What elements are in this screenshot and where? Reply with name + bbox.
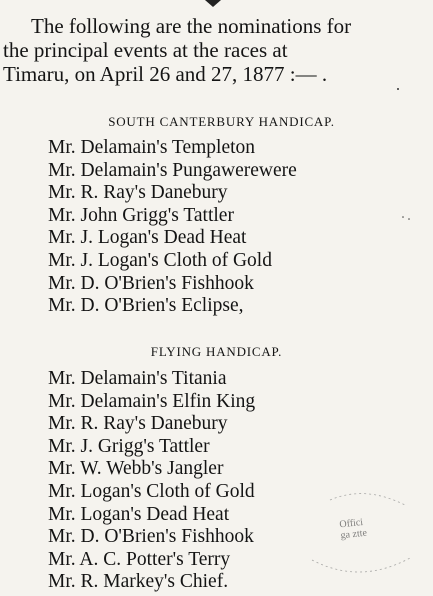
section-heading-flying-handicap: FLYING HANDICAP. [150, 344, 283, 359]
entry-item: Mr. Delamain's Elfin King [48, 390, 256, 412]
entry-item: Mr. R. Ray's Danebury [48, 182, 228, 204]
intro-line-3: Timaru, on April 26 and 27, 1877 :— . [3, 62, 328, 86]
south-canterbury-handicap-entries [48, 137, 297, 318]
entry-item: Mr. Delamain's Templeton [48, 137, 256, 158]
entry-item: Mr. W. Webb's Jangler [48, 458, 224, 480]
entry-item: Mr. R. Ray's Danebury [48, 413, 228, 435]
intro-line-2: the principal events at the races at [3, 38, 288, 62]
entry-item: Mr. Delamain's Pungawerewere [48, 159, 297, 181]
section-heading-south-canterbury-handicap: SOUTH CANTERBURY HANDICAP. [108, 114, 335, 129]
stamp-line-2: ga ztte [340, 527, 368, 542]
entry-item: Mr. D. O'Brien's Fishhook [48, 272, 254, 294]
entry-item: Mr. J. Logan's Cloth of Gold [48, 249, 272, 271]
entry-item: Mr. J. Grigg's Tattler [48, 435, 210, 457]
intro-paragraph [3, 14, 431, 86]
entry-item: Mr. A. C. Potter's Terry [48, 548, 231, 570]
entry-item: Mr. D. O'Brien's Fishhook [48, 526, 254, 548]
entry-item: Mr. John Grigg's Tattler [48, 204, 234, 226]
intro-line-1: The following are the nominations for [31, 14, 352, 38]
entry-item: Mr. Logan's Cloth of Gold [48, 480, 255, 502]
entry-item: Mr. J. Logan's Dead Heat [48, 227, 247, 249]
flying-handicap-entries [48, 368, 255, 594]
stamp-fragment [339, 517, 368, 542]
entry-item: Mr. Delamain's Titania [48, 368, 227, 389]
entry-item: Mr. R. Markey's Chief. [48, 571, 229, 593]
entry-item: Mr. Logan's Dead Heat [48, 503, 230, 525]
stamp-line-1: Offici [338, 516, 364, 531]
entry-item: Mr. D. O'Brien's Eclipse, [48, 295, 244, 317]
